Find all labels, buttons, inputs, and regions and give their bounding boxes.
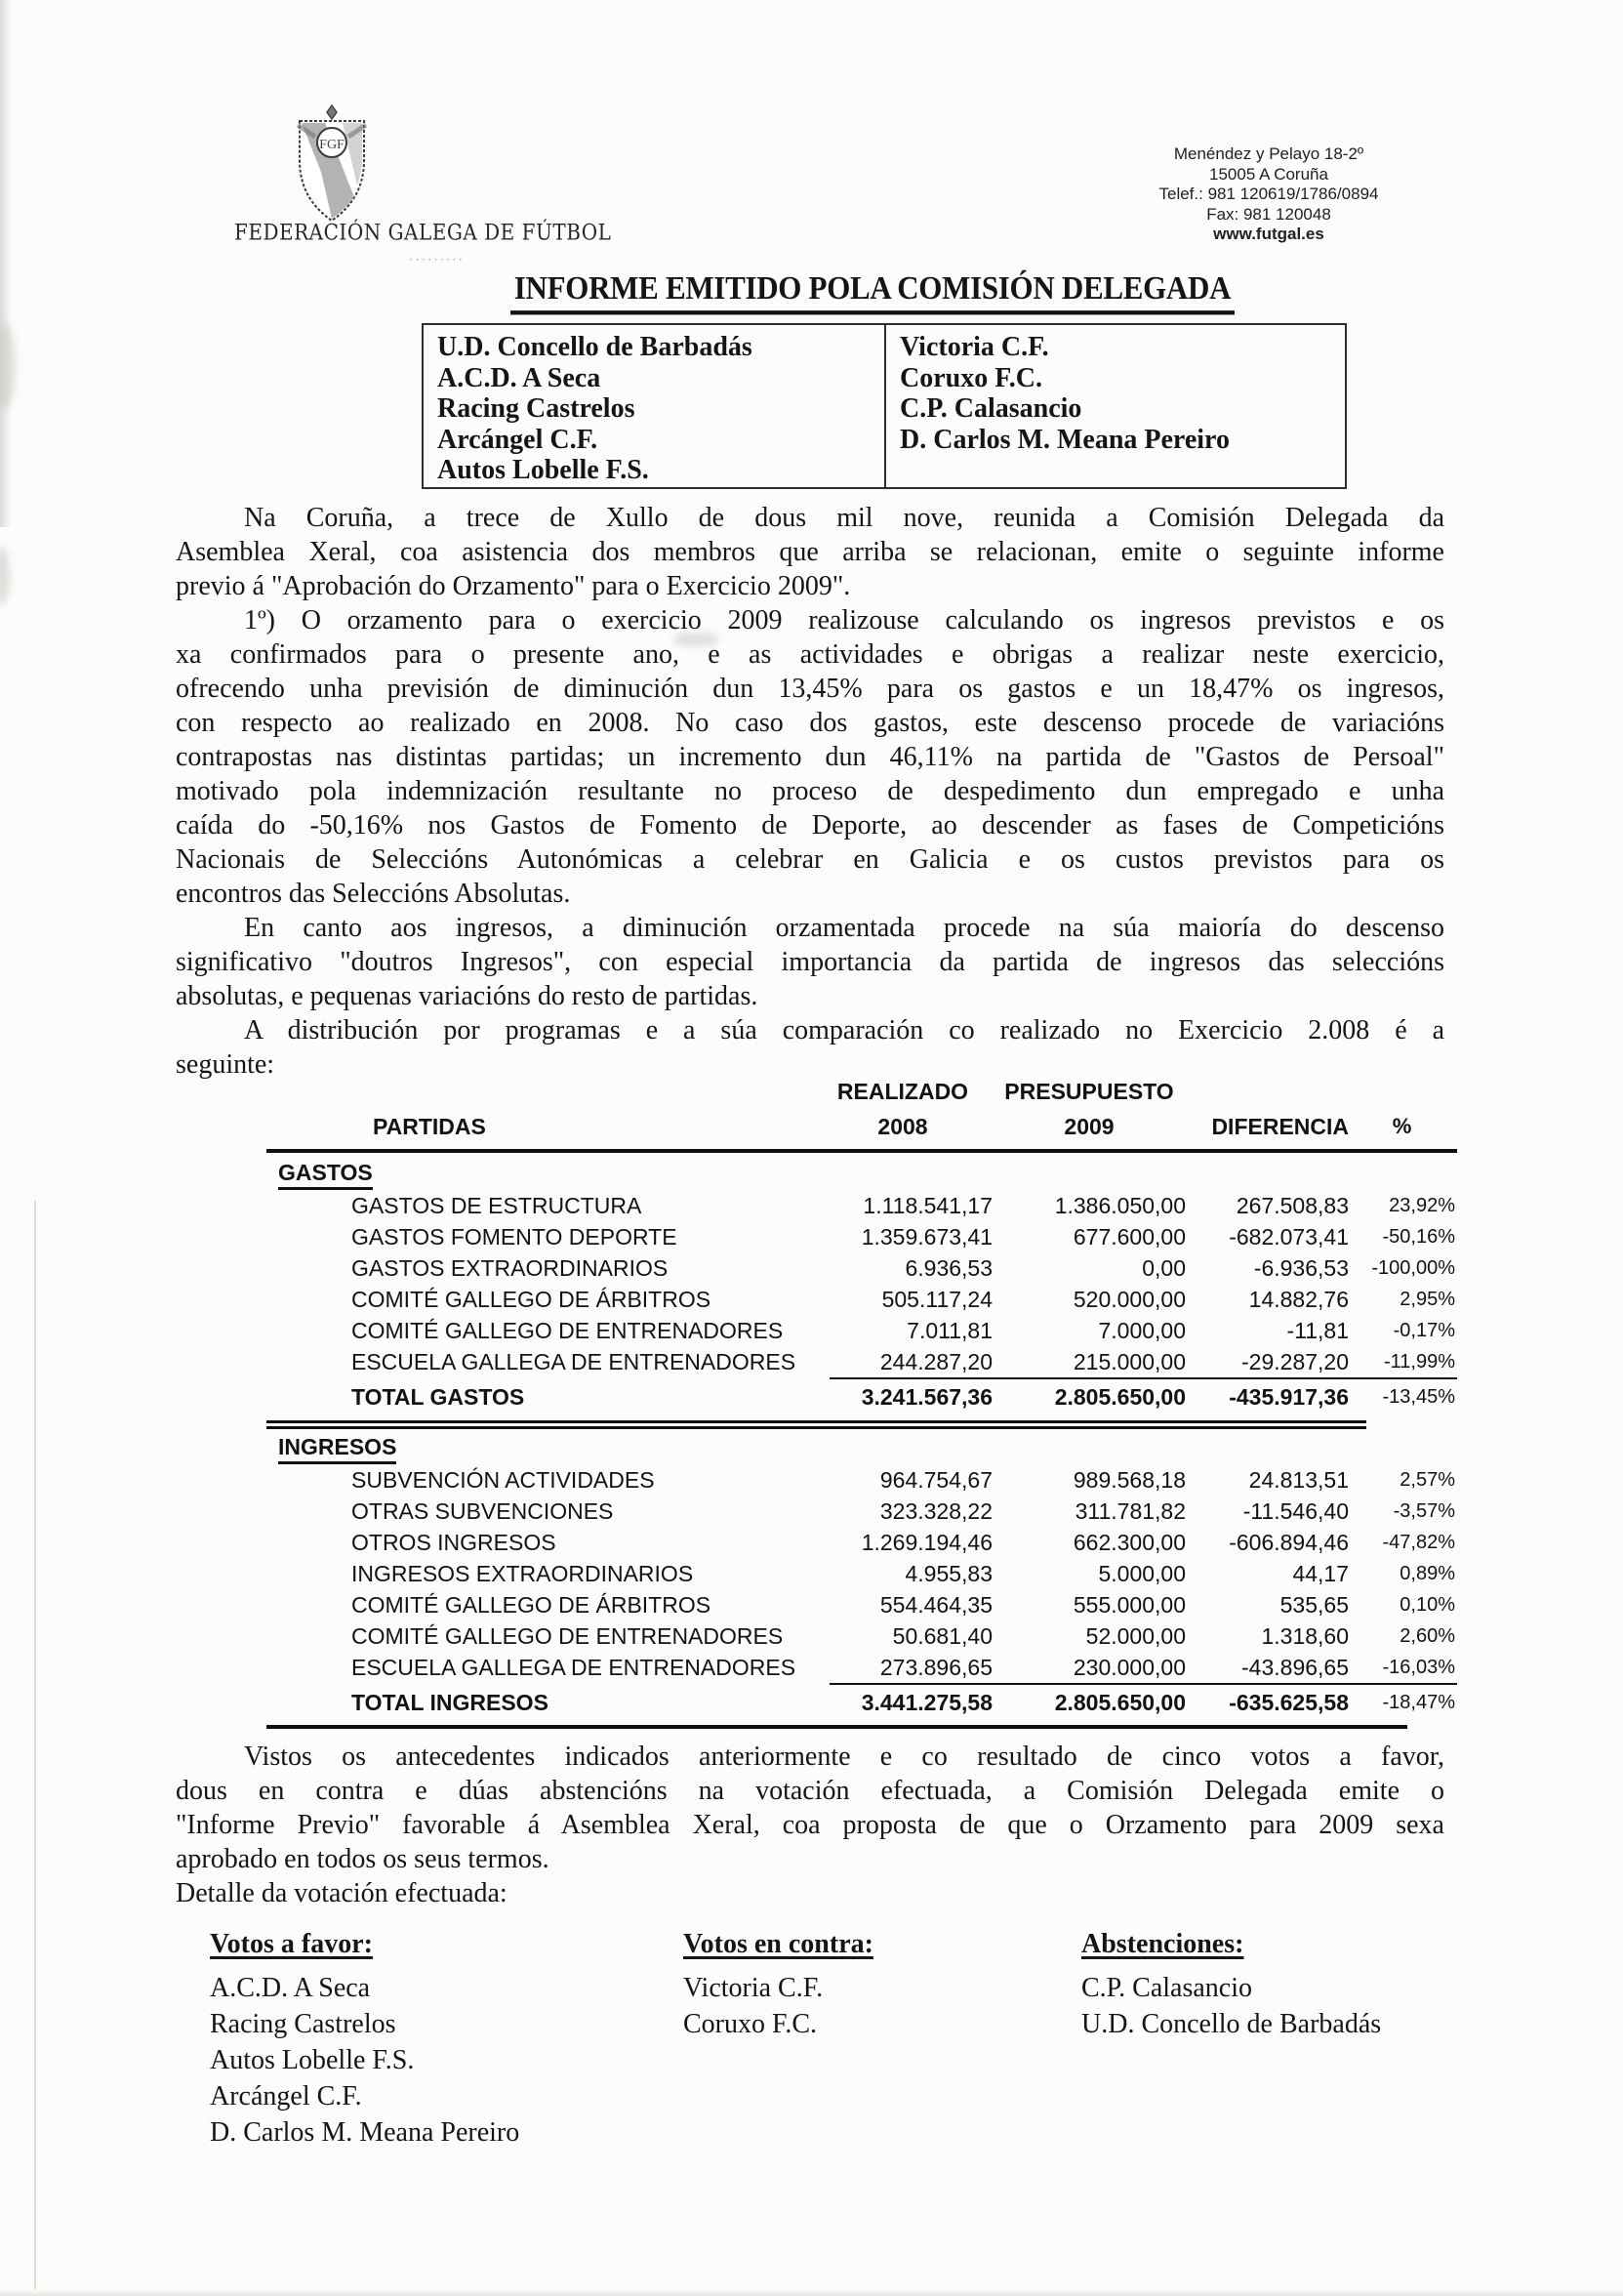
table-row — [266, 1346, 1457, 1377]
table-cell: 7.000,00 — [1098, 1317, 1186, 1343]
members-box — [422, 323, 1347, 489]
contact-block — [1088, 144, 1449, 245]
text-line: Nacionais de Seleccións Autonómicas a celebrar en Galicia e os custos previstos para os — [176, 844, 1444, 875]
table-cell: -47,82% — [1382, 1531, 1455, 1553]
voting-header-contra: Votos en contra: — [683, 1929, 873, 1959]
table-row — [266, 1558, 1457, 1589]
table-cell: GASTOS EXTRAORDINARIOS — [351, 1254, 669, 1281]
total-percent: -13,45% — [1382, 1385, 1455, 1408]
list-item: Coruxo F.C. — [900, 362, 1042, 393]
text-line: A distribución por programas e a súa comparación co realizado no Exercicio 2.008 é a — [244, 1015, 1444, 1046]
table-cell: GASTOS FOMENTO DEPORTE — [351, 1223, 677, 1250]
table-cell: 267.508,83 — [1236, 1192, 1349, 1218]
table-cell: COMITÉ GALLEGO DE ENTRENADORES — [351, 1622, 784, 1649]
text-line: significativo "doutros Ingresos", con especial importancia da partida de ingresos das seleccións — [176, 947, 1444, 977]
paragraph-ingresos — [176, 911, 1444, 1013]
section-double-rule — [266, 1420, 1366, 1429]
text-line: con respecto ao realizado en 2008. No caso dos gastos, este descenso procede de variacións — [176, 708, 1444, 738]
table-cell: 1.118.541,17 — [863, 1192, 993, 1218]
voting-header-abstenciones: Abstenciones: — [1081, 1929, 1244, 1959]
table-cell: 311.781,82 — [1075, 1497, 1186, 1524]
table-cell: 0,00 — [1142, 1254, 1186, 1281]
table-cell: 273.896,65 — [879, 1654, 993, 1680]
fax-line: Fax: 981 120048 — [1206, 204, 1331, 224]
table-row — [266, 1496, 1457, 1527]
phone-line: Telef.: 981 120619/1786/0894 — [1158, 184, 1379, 203]
total-2009: 2.805.650,00 — [1054, 1383, 1186, 1410]
text-line: dous en contra e dúas abstencións na votación efectuada, a Comisión Delegada emite o — [176, 1776, 1444, 1806]
organization-name: FEDERACIÓN GALEGA DE FÚTBOL — [234, 219, 612, 245]
total-2008: 3.241.567,36 — [861, 1383, 993, 1410]
table-cell: OTRAS SUBVENCIONES — [351, 1497, 614, 1524]
voting-column-favor — [210, 1926, 519, 2151]
table-row — [266, 1284, 1457, 1315]
federation-crest-logo-icon — [292, 103, 372, 227]
table-cell: -682.073,41 — [1229, 1223, 1349, 1250]
scan-line-artifact — [34, 1201, 36, 2289]
table-cell: INGRESOS EXTRAORDINARIOS — [351, 1560, 694, 1586]
table-cell: COMITÉ GALLEGO DE ENTRENADORES — [351, 1317, 784, 1343]
total-ingresos-row — [266, 1685, 1457, 1720]
column-header-percent: % — [1392, 1114, 1412, 1138]
table-cell: 1.359.673,41 — [861, 1223, 993, 1250]
address-street: Menéndez y Pelayo 18-2º — [1173, 144, 1364, 163]
members-box-right-column — [886, 325, 1345, 487]
table-final-rule — [266, 1725, 1407, 1729]
scan-smudge — [0, 322, 16, 410]
table-row — [266, 1315, 1457, 1346]
address-city: 15005 A Coruña — [1209, 164, 1328, 184]
table-cell: SUBVENCIÓN ACTIVIDADES — [351, 1466, 655, 1493]
table-cell: 323.328,22 — [879, 1497, 993, 1524]
table-cell: -29.287,20 — [1241, 1348, 1349, 1374]
table-cell: -11,99% — [1383, 1350, 1455, 1373]
column-header-2009: 2009 — [1064, 1113, 1115, 1139]
table-cell: 4.955,83 — [905, 1560, 993, 1586]
list-item: D. Carlos M. Meana Pereiro — [210, 2117, 520, 2148]
table-cell: 52.000,00 — [1085, 1622, 1186, 1649]
table-row — [266, 1527, 1457, 1558]
table-cell: ESCUELA GALLEGA DE ENTRENADORES — [351, 1348, 796, 1374]
table-row — [266, 1620, 1457, 1652]
table-cell: 0,10% — [1400, 1593, 1455, 1616]
table-row — [266, 1190, 1457, 1221]
text-line: Vistos os antecedentes indicados anteriormente e co resultado de cinco votos a favor, — [244, 1742, 1444, 1772]
table-cell: -606.894,46 — [1229, 1529, 1349, 1555]
text-line: motivado pola indemnización resultante no proceso de despedimento dun empregado e unha — [176, 776, 1444, 806]
list-item: U.D. Concello de Barbadás — [437, 332, 752, 362]
total-gastos-row — [266, 1379, 1457, 1414]
table-cell: 14.882,76 — [1248, 1286, 1349, 1312]
total-2009: 2.805.650,00 — [1054, 1689, 1186, 1715]
table-cell: ESCUELA GALLEGA DE ENTRENADORES — [351, 1654, 796, 1680]
voting-column-abstenciones — [1081, 1926, 1381, 2042]
table-cell: -3,57% — [1393, 1499, 1455, 1522]
scan-smudge — [0, 547, 10, 605]
list-item: Arcángel C.F. — [437, 424, 598, 455]
text-line: ofrecendo unha previsión de diminución dun 13,45% para os gastos e un 18,47% os ingresos, — [176, 674, 1444, 704]
voting-column-contra — [683, 1926, 873, 2042]
table-cell: -11,81 — [1286, 1317, 1349, 1343]
table-cell: GASTOS DE ESTRUCTURA — [351, 1192, 642, 1218]
table-cell: 520.000,00 — [1073, 1286, 1186, 1312]
table-row — [266, 1652, 1457, 1683]
table-cell: 244.287,20 — [879, 1348, 993, 1374]
table-row — [266, 1252, 1457, 1284]
table-cell: -50,16% — [1382, 1225, 1455, 1248]
list-item: Autos Lobelle F.S. — [437, 455, 649, 485]
total-diferencia: -635.625,58 — [1229, 1689, 1349, 1715]
list-item: A.C.D. A Seca — [437, 362, 601, 393]
paragraph-resolution — [176, 1740, 1444, 1876]
list-item: D. Carlos M. Meana Pereiro — [900, 424, 1230, 455]
table-cell: 2,57% — [1400, 1468, 1455, 1491]
section-title-gastos: GASTOS — [266, 1159, 1457, 1190]
document-title: INFORME EMITIDO POLA COMISIÓN DELEGADA — [510, 269, 1235, 314]
table-cell: 1.269.194,46 — [861, 1529, 993, 1555]
scan-edge-shadow — [0, 0, 12, 527]
table-cell: 555.000,00 — [1073, 1591, 1186, 1618]
table-group-header-row — [266, 1075, 1457, 1108]
column-header-2008: 2008 — [877, 1113, 928, 1139]
paragraph-budget-explanation — [176, 603, 1444, 911]
paragraph-distribution — [176, 1013, 1444, 1082]
list-item: Victoria C.F. — [900, 332, 1049, 362]
table-cell: 5.000,00 — [1098, 1560, 1186, 1586]
gastos-rows — [266, 1190, 1457, 1377]
text-line: contrapostas nas distintas partidas; un incremento dun 46,11% na partida de "Gastos de Persoal" — [176, 742, 1444, 772]
total-label: TOTAL GASTOS — [351, 1383, 525, 1410]
text-line: absolutas, e pequenas variacións do resto de partidas. — [176, 981, 758, 1011]
logo-monogram: FGF — [319, 138, 345, 152]
table-cell: 2,95% — [1400, 1288, 1455, 1310]
members-box-left-column — [424, 325, 886, 487]
table-cell: 0,89% — [1400, 1562, 1455, 1584]
list-item: A.C.D. A Seca — [210, 1973, 371, 2003]
text-line: aprobado en todos os seus termos. — [176, 1844, 549, 1874]
column-group-presupuesto: PRESUPUESTO — [1004, 1078, 1174, 1104]
table-cell: 230.000,00 — [1073, 1654, 1186, 1680]
table-row — [266, 1221, 1457, 1252]
list-item: Racing Castrelos — [210, 2009, 396, 2039]
scan-bottom-noise — [0, 2289, 1623, 2296]
table-cell: 677.600,00 — [1073, 1223, 1186, 1250]
total-2008: 3.441.275,58 — [861, 1689, 993, 1715]
table-cell: 1.318,60 — [1261, 1622, 1349, 1649]
table-cell: -43.896,65 — [1241, 1654, 1349, 1680]
table-cell: 554.464,35 — [879, 1591, 993, 1618]
text-line: caída do -50,16% nos Gastos de Fomento de Deporte, ao descender as fases de Competicións — [176, 810, 1444, 840]
table-header-row — [266, 1108, 1457, 1145]
table-cell: 7.011,81 — [907, 1317, 993, 1343]
ingresos-rows — [266, 1464, 1457, 1683]
text-line: seguinte: — [176, 1049, 275, 1080]
list-item: Autos Lobelle F.S. — [210, 2045, 415, 2075]
text-line: En canto aos ingresos, a diminución orzamentada procede na súa maioría do descenso — [244, 913, 1444, 943]
table-cell: 535,65 — [1279, 1591, 1349, 1618]
table-cell: 50.681,40 — [892, 1622, 993, 1649]
table-cell: 662.300,00 — [1073, 1529, 1186, 1555]
table-header-rule — [266, 1149, 1457, 1153]
text-line: previo á "Aprobación do Orzamento" para o Exercicio 2009". — [176, 571, 851, 601]
voting-intro: Detalle da votación efectuada: — [176, 1878, 507, 1908]
table-cell: -16,03% — [1382, 1656, 1455, 1678]
document-title-wrap — [426, 269, 1319, 311]
column-header-partidas: PARTIDAS — [373, 1113, 486, 1139]
list-item: U.D. Concello de Barbadás — [1081, 2009, 1382, 2039]
table-cell: 2,60% — [1400, 1624, 1455, 1647]
text-line: encontros das Seleccións Absolutas. — [176, 879, 571, 909]
text-line: Asemblea Xeral, coa asistencia dos membros que arriba se relacionan, emite o seguinte informe — [176, 537, 1444, 567]
voting-header-favor: Votos a favor: — [210, 1929, 373, 1959]
website-url: www.futgal.es — [1213, 225, 1324, 243]
column-header-diferencia: DIFERENCIA — [1211, 1113, 1349, 1139]
total-percent: -18,47% — [1382, 1691, 1455, 1713]
total-label: TOTAL INGRESOS — [351, 1689, 548, 1715]
text-line: Na Coruña, a trece de Xullo de dous mil nove, reunida a Comisión Delegada da — [244, 503, 1444, 533]
text-line: "Informe Previo" favorable á Asemblea Xeral, coa proposta de que o Orzamento para 2009 sexa — [176, 1810, 1444, 1840]
table-cell: 989.568,18 — [1073, 1466, 1186, 1493]
table-cell: 6.936,53 — [905, 1254, 993, 1281]
table-cell: COMITÉ GALLEGO DE ÁRBITROS — [351, 1286, 711, 1312]
paragraph-opening — [176, 501, 1444, 603]
table-cell: 1.386.050,00 — [1054, 1192, 1186, 1218]
scan-dotted-mark: ········· — [409, 252, 465, 266]
table-row — [266, 1464, 1457, 1496]
table-cell: 24.813,51 — [1248, 1466, 1349, 1493]
table-cell: -11.546,40 — [1242, 1497, 1349, 1524]
table-cell: -0,17% — [1393, 1319, 1455, 1341]
total-diferencia: -435.917,36 — [1229, 1383, 1349, 1410]
table-cell: 44,17 — [1292, 1560, 1349, 1586]
list-item: C.P. Calasancio — [900, 393, 1082, 424]
text-line: 1º) O orzamento para o exercicio 2009 realizouse calculando os ingresos previstos e os — [244, 605, 1444, 636]
table-cell: OTROS INGRESOS — [351, 1529, 556, 1555]
table-cell: -6.936,53 — [1253, 1254, 1349, 1281]
list-item: Victoria C.F. — [683, 1973, 824, 2003]
table-cell: 964.754,67 — [879, 1466, 993, 1493]
budget-table — [266, 1075, 1457, 1729]
table-cell: -100,00% — [1371, 1256, 1455, 1279]
table-row — [266, 1589, 1457, 1620]
table-cell: 23,92% — [1389, 1194, 1455, 1216]
column-group-realizado: REALIZADO — [836, 1078, 969, 1104]
text-line: xa confirmados para o presente ano, e as actividades e obrigas a realizar neste exercicio, — [176, 639, 1444, 670]
section-title-ingresos: INGRESOS — [266, 1433, 1457, 1464]
table-cell: 215.000,00 — [1073, 1348, 1186, 1374]
table-cell: COMITÉ GALLEGO DE ÁRBITROS — [351, 1591, 711, 1618]
list-item: C.P. Calasancio — [1081, 1973, 1252, 2003]
list-item: Arcángel C.F. — [210, 2081, 362, 2112]
list-item: Racing Castrelos — [437, 393, 635, 424]
list-item: Coruxo F.C. — [683, 2009, 818, 2039]
table-cell: 505.117,24 — [881, 1286, 993, 1312]
